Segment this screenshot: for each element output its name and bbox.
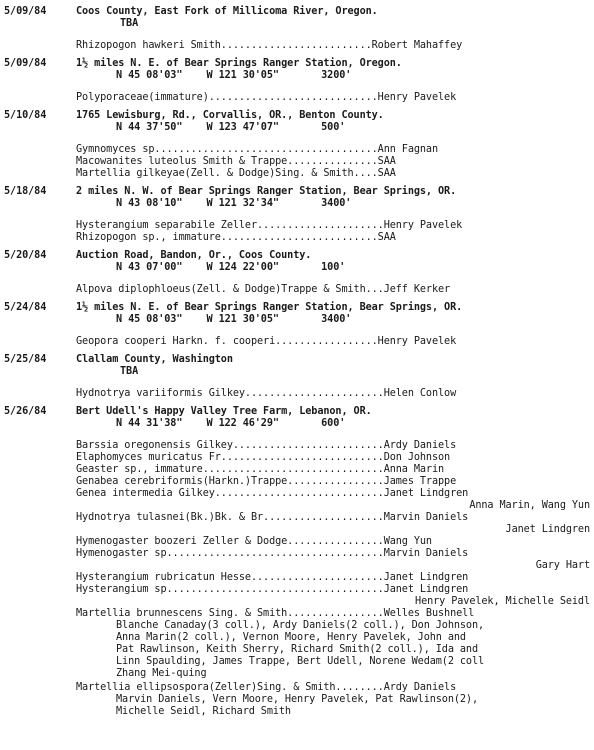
collection-location: 2 miles N. W. of Bear Springs Ranger Station, Bear Springs, OR. (76, 186, 457, 197)
collection-location: 1½ miles N. E. of Bear Springs Ranger Station, Oregon. (76, 58, 402, 69)
specimen-line: Hydnotrya tulasnei(Bk.)Bk. & Br....................Marvin Daniels (76, 512, 469, 523)
collection-location: Auction Road, Bandon, Or., Coos County. (76, 250, 312, 261)
specimen-line: Barssia oregonensis Gilkey.........................Ardy Daniels (76, 440, 457, 451)
collector-continuation: Anna Marin, Wang Yun (469, 500, 590, 511)
collector-continuation: Michelle Seidl, Richard Smith (116, 706, 291, 717)
specimen-line: Hydnotrya variiformis Gilkey.......................Helen Conlow (76, 388, 457, 399)
collector-continuation: Linn Spaulding, James Trappe, Bert Udell, Norene Wedam(2 coll (116, 656, 485, 667)
collection-date: 5/10/84 (4, 110, 47, 121)
collector-continuation: Blanche Canaday(3 coll.), Ardy Daniels(2 coll.), Don Johnson, (116, 620, 485, 631)
specimen-line: Hysterangium sp....................................Janet Lindgren (76, 584, 469, 595)
collection-location: Coos County, East Fork of Millicoma River, Oregon. (76, 6, 378, 17)
specimen-line: Hymenogaster sp....................................Marvin Daniels (76, 548, 469, 559)
collection-date: 5/25/84 (4, 354, 47, 365)
specimen-line: Hymenogaster boozeri Zeller & Dodge................Wang Yun (76, 536, 432, 547)
collector-continuation: Pat Rawlinson, Keith Sherry, Richard Smith(2 coll.), Ida and (116, 644, 479, 655)
coordinates-tba: TBA (120, 18, 139, 29)
specimen-line: Martellia gilkeyae(Zell. & Dodge)Sing. & Smith....SAA (76, 168, 396, 179)
collection-date: 5/26/84 (4, 406, 47, 417)
collection-date: 5/18/84 (4, 186, 47, 197)
specimen-line: Rhizopogon sp., immature..........................SAA (76, 232, 396, 243)
specimen-line: Alpova diplophloeus(Zell. & Dodge)Trappe & Smith...Jeff Kerker (76, 284, 451, 295)
specimen-line: Genabea cerebriformis(Harkn.)Trappe................James Trappe (76, 476, 457, 487)
collection-location: 1½ miles N. E. of Bear Springs Ranger Station, Bear Springs, OR. (76, 302, 463, 313)
collection-location: Bert Udell's Happy Valley Tree Farm, Lebanon, OR. (76, 406, 372, 417)
collection-location: Clallam County, Washington (76, 354, 233, 365)
collector-continuation: Marvin Daniels, Vern Moore, Henry Pavelek, Pat Rawlinson(2), (116, 694, 479, 705)
collection-date: 5/24/84 (4, 302, 47, 313)
specimen-line: Gymnomyces sp.....................................Ann Fagnan (76, 144, 439, 155)
coordinates: N 43 08'10" W 121 32'34" 3400' (116, 198, 352, 209)
specimen-line: Hysterangium separabile Zeller.....................Henry Pavelek (76, 220, 463, 231)
coordinates: N 44 37'50" W 123 47'07" 500' (116, 122, 346, 133)
collection-location: 1765 Lewisburg, Rd., Corvallis, OR., Benton County. (76, 110, 384, 121)
collection-date: 5/09/84 (4, 58, 47, 69)
collector-continuation: Anna Marin(2 coll.), Vernon Moore, Henry Pavelek, John and (116, 632, 466, 643)
collector-continuation: Henry Pavelek, Michelle Seidl (415, 596, 590, 607)
specimen-line: Elaphomyces muricatus Fr...........................Don Johnson (76, 452, 451, 463)
specimen-line: Rhizopogon hawkeri Smith.........................Robert Mahaffey (76, 40, 463, 51)
collection-date: 5/09/84 (4, 6, 47, 17)
collector-continuation: Janet Lindgren (505, 524, 590, 535)
coordinates: N 44 31'38" W 122 46'29" 600' (116, 418, 346, 429)
coordinates-tba: TBA (120, 366, 139, 377)
specimen-line: Martellia ellipsospora(Zeller)Sing. & Smith........Ardy Daniels (76, 682, 457, 693)
collector-continuation: Gary Hart (535, 560, 590, 571)
specimen-line: Hysterangium rubricatun Hesse......................Janet Lindgren (76, 572, 469, 583)
specimen-line: Polyporaceae(immature)............................Henry Pavelek (76, 92, 457, 103)
coordinates: N 45 08'03" W 121 30'05" 3400' (116, 314, 352, 325)
collector-continuation: Zhang Mei-quing (116, 668, 207, 679)
coordinates: N 43 07'00" W 124 22'00" 100' (116, 262, 346, 273)
specimen-line: Geaster sp., immature..............................Anna Marin (76, 464, 445, 475)
coordinates: N 45 08'03" W 121 30'05" 3200' (116, 70, 352, 81)
collection-date: 5/20/84 (4, 250, 47, 261)
specimen-line: Martellia brunnescens Sing. & Smith................Welles Bushnell (76, 608, 475, 619)
specimen-line: Geopora cooperi Harkn. f. cooperi.................Henry Pavelek (76, 336, 457, 347)
specimen-line: Genea intermedia Gilkey............................Janet Lindgren (76, 488, 469, 499)
specimen-line: Macowanites luteolus Smith & Trappe...............SAA (76, 156, 396, 167)
